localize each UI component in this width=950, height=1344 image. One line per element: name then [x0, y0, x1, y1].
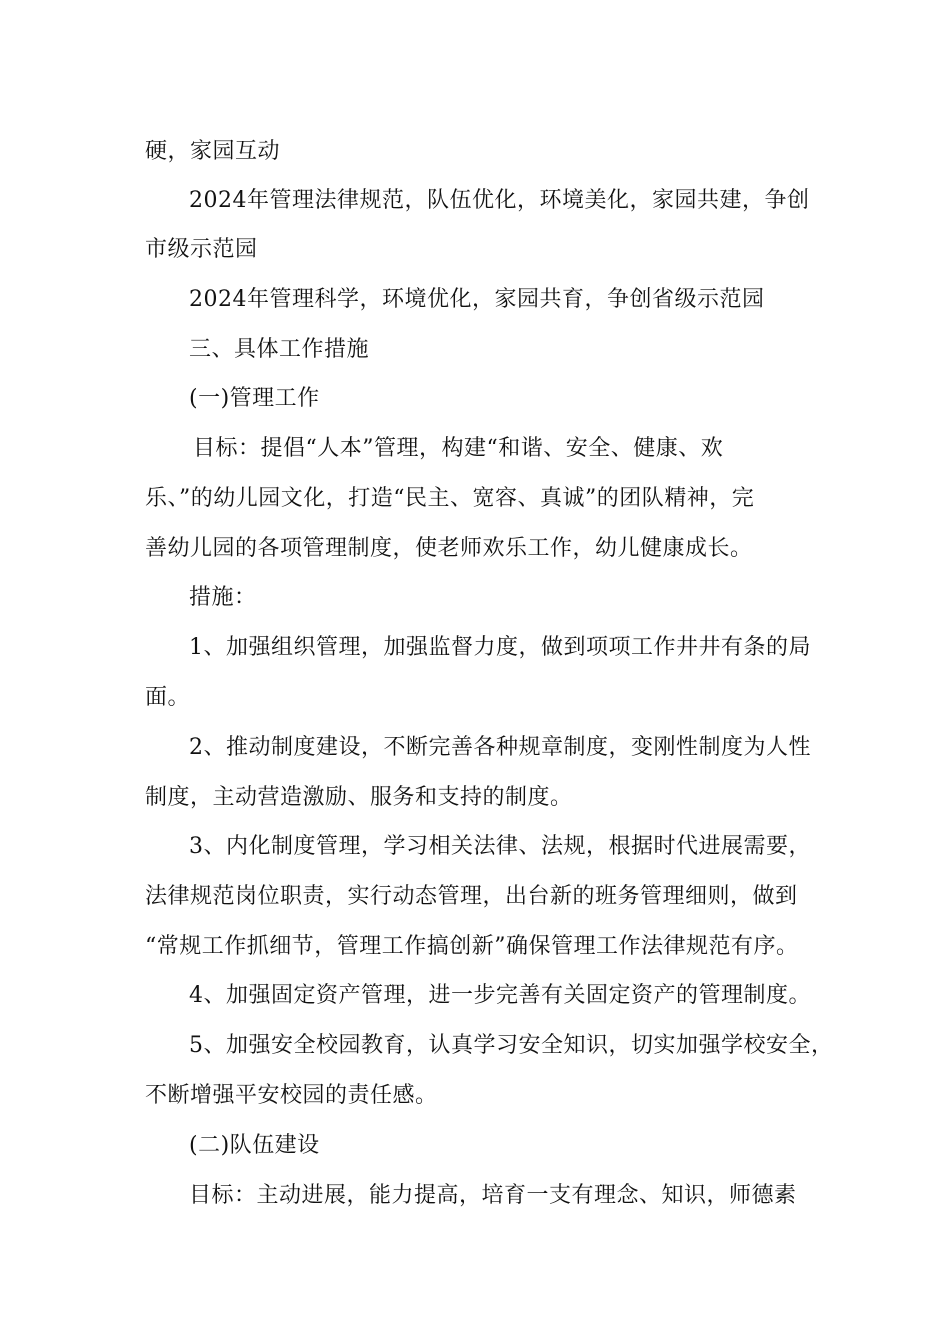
text-line: 1、加强组织管理，加强监督力度，做到项项工作井井有条的局: [189, 635, 811, 660]
text-line: 市级示范园: [145, 237, 258, 262]
text-line: 3、内化制度管理，学习相关法律、法规，根据时代进展需要，: [189, 834, 811, 859]
text-line: 2、推动制度建设，不断完善各种规章制度，变刚性制度为人性: [189, 735, 811, 760]
text-line: “常规工作抓细节，管理工作搞创新”确保管理工作法律规范有序。: [145, 934, 799, 959]
text-line: 2024年管理科学，环境优化，家园共育，争创省级示范园: [189, 287, 765, 312]
text-line: 4、加强固定资产管理，进一步完善有关固定资产的管理制度。: [189, 983, 811, 1008]
text-line: 5、加强安全校园教育，认真学习安全知识，切实加强学校安全，: [189, 1033, 834, 1058]
text-line: 硬，家园互动: [145, 139, 281, 164]
text-line: 乐、”的幼儿园文化，打造“民主、宽容、真诚”的团队精神，完: [145, 486, 755, 511]
text-line: 目标：提倡“人本”管理，构建“和谐、安全、健康、欢: [193, 436, 724, 461]
subsection-heading: (二)队伍建设: [189, 1133, 320, 1158]
subsection-heading: (一)管理工作: [189, 386, 320, 411]
text-line: 2024年管理法律规范，队伍优化，环境美化，家园共建，争创: [189, 188, 810, 213]
text-line: 制度，主动营造激励、服务和支持的制度。: [145, 785, 573, 810]
text-line: 面。: [145, 685, 191, 710]
text-line: 善幼儿园的各项管理制度，使老师欢乐工作，幼儿健康成长。: [145, 536, 753, 561]
section-heading: 三、具体工作措施: [189, 337, 370, 362]
text-line: 不断增强平安校园的责任感。: [145, 1083, 438, 1108]
text-line: 措施：: [189, 585, 257, 610]
text-line: 法律规范岗位职责，实行动态管理，出台新的班务管理细则，做到: [145, 884, 798, 909]
text-line: 目标：主动进展，能力提高，培育一支有理念、知识，师德素: [189, 1183, 797, 1208]
